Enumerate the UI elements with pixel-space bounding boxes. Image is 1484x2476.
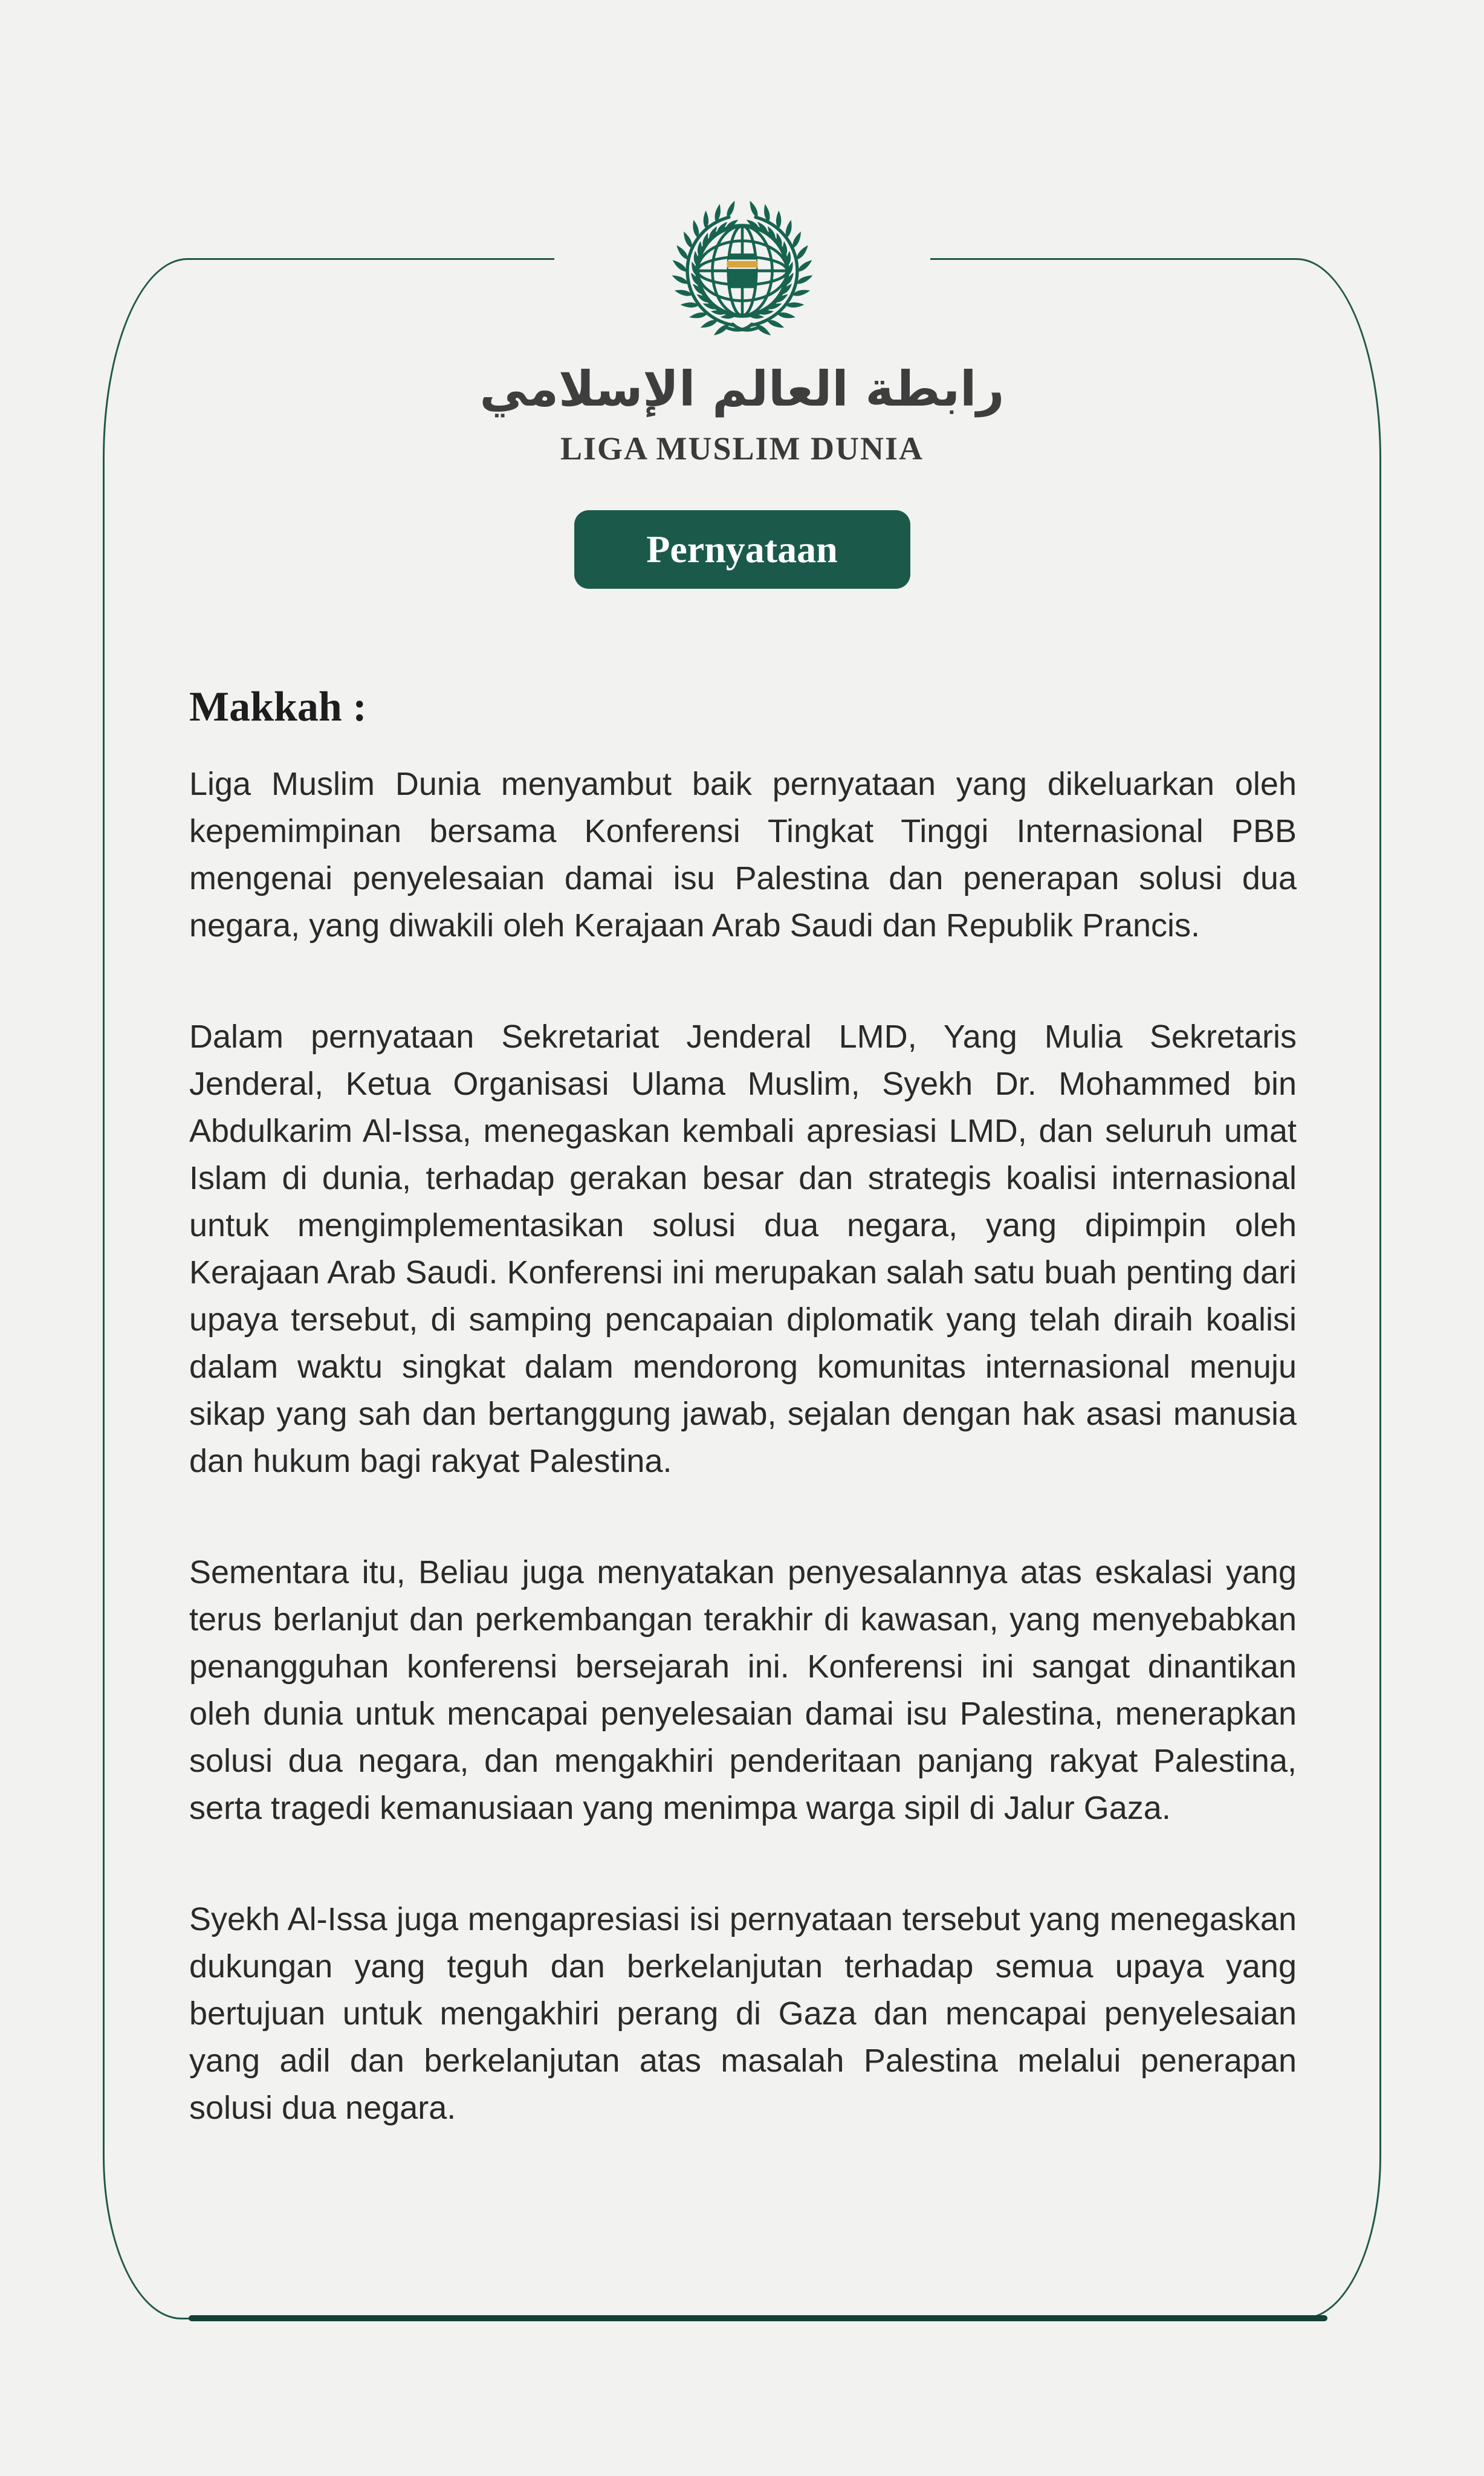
statement-type-badge — [574, 510, 910, 589]
statement-type-badge-label: Pernyataan — [646, 528, 838, 571]
mwl-wreath-globe-logo-icon — [663, 192, 821, 349]
masthead — [479, 192, 1005, 589]
arabic-calligraphy-title: رابطة العالم الإسلامي — [479, 361, 1005, 417]
paragraph-3: Sementara itu, Beliau juga menyatakan penyesalannya atas eskalasi yang terus berlanjut dan perkembangan terakhir di kawasan, yang menyebabkan penangguhan konferensi bersejarah ini. Konferensi ini sangat dinantikan oleh dunia untuk mencapai penyelesaian damai isu Palestina, menerapkan solusi dua negara, dan mengakhiri penderitaan panjang rakyat Palestina, serta tragedi kemanusiaan yang menimpa warga sipil di Jalur Gaza. — [189, 1554, 1297, 1826]
org-name: LIGA MUSLIM DUNIA — [560, 430, 924, 467]
paragraph-4: Syekh Al-Issa juga mengapresiasi isi pernyataan tersebut yang menegaskan dukungan yang teguh dan berkelanjutan terhadap semua upaya yang bertujuan untuk mengakhiri perang di Gaza dan mencapai penyelesaian yang adil dan berkelanjutan atas masalah Palestina melalui penerapan solusi dua negara. — [189, 1901, 1297, 2126]
statement-body — [189, 682, 1297, 2131]
card-bottom-accent — [189, 2315, 1327, 2321]
dateline: Makkah : — [189, 684, 367, 730]
paragraph-2: Dalam pernyataan Sekretariat Jenderal LMD, Yang Mulia Sekretaris Jenderal, Ketua Organisasi Ulama Muslim, Syekh Dr. Mohammed bin Abdulkarim Al-Issa, menegaskan kembali apresiasi LMD, dan seluruh umat Islam di dunia, terhadap gerakan besar dan strategis koalisi internasional untuk mengimplementasikan solusi dua negara, yang dipimpin oleh Kerajaan Arab Saudi. Konferensi ini merupakan salah satu buah penting dari upaya tersebut, di samping pencapaian diplomatik yang telah diraih koalisi dalam waktu singkat dalam mendorong komunitas internasional menuju sikap yang sah dan bertanggung jawab, sejalan dengan hak asasi manusia dan hukum bagi rakyat Palestina. — [189, 1019, 1297, 1479]
paragraph-1: Liga Muslim Dunia menyambut baik pernyataan yang dikeluarkan oleh kepemimpinan bersama Konferensi Tingkat Tinggi Internasional PBB mengenai penyelesaian damai isu Palestina dan penerapan solusi dua negara, yang diwakili oleh Kerajaan Arab Saudi dan Republik Prancis. — [189, 766, 1297, 944]
kaaba-icon — [727, 253, 757, 288]
